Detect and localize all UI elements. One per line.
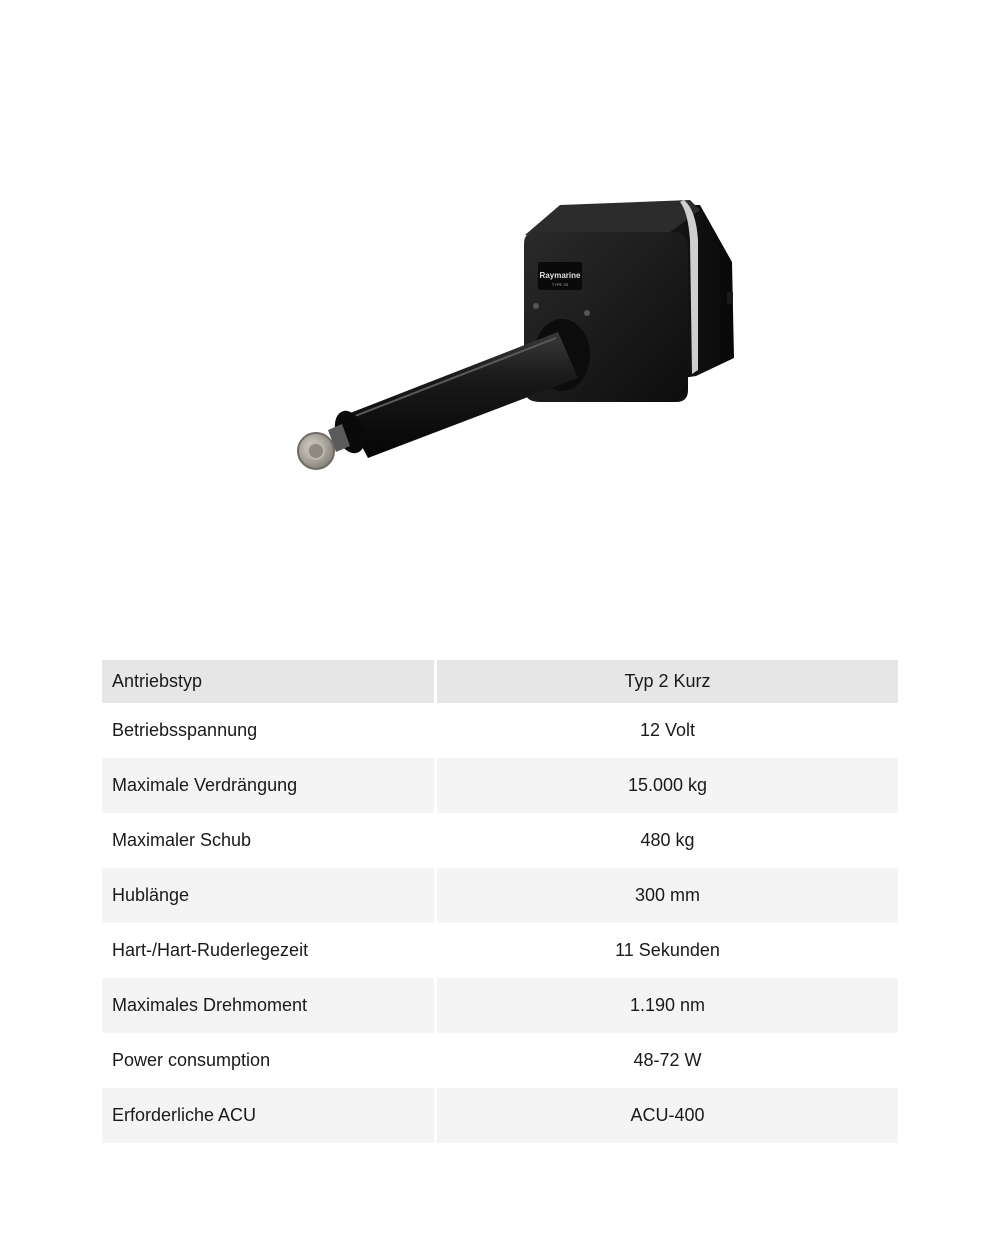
row-label: Power consumption bbox=[102, 1033, 437, 1088]
table-header-row bbox=[102, 660, 898, 703]
table-row bbox=[102, 813, 898, 868]
brand-logo: Raymarine bbox=[539, 271, 581, 280]
table-row bbox=[102, 923, 898, 978]
row-value: 1.190 nm bbox=[437, 978, 898, 1033]
table-row bbox=[102, 978, 898, 1033]
table-row bbox=[102, 1088, 898, 1143]
row-label: Maximales Drehmoment bbox=[102, 978, 437, 1033]
row-label: Maximaler Schub bbox=[102, 813, 437, 868]
model-mark: TYPE 2S bbox=[551, 282, 569, 287]
row-value: 48-72 W bbox=[437, 1033, 898, 1088]
row-value: 11 Sekunden bbox=[437, 923, 898, 978]
screw-icon bbox=[533, 303, 539, 309]
row-value: 15.000 kg bbox=[437, 758, 898, 813]
housing-knob bbox=[727, 292, 733, 304]
table-row bbox=[102, 758, 898, 813]
table-row bbox=[102, 1033, 898, 1088]
header-value: Typ 2 Kurz bbox=[437, 660, 898, 703]
rod-eye-hole bbox=[308, 443, 324, 459]
row-label: Betriebsspannung bbox=[102, 703, 437, 758]
product-image bbox=[0, 0, 1000, 600]
header-label: Antriebstyp bbox=[102, 660, 437, 703]
row-label: Hart-/Hart-Ruderlegezeit bbox=[102, 923, 437, 978]
row-label: Maximale Verdrängung bbox=[102, 758, 437, 813]
row-value: 12 Volt bbox=[437, 703, 898, 758]
row-label: Hublänge bbox=[102, 868, 437, 923]
table-row bbox=[102, 703, 898, 758]
linear-drive-illustration bbox=[0, 0, 1000, 600]
screw-icon bbox=[584, 310, 590, 316]
row-value: 480 kg bbox=[437, 813, 898, 868]
row-label: Erforderliche ACU bbox=[102, 1088, 437, 1143]
row-value: ACU-400 bbox=[437, 1088, 898, 1143]
spec-table bbox=[102, 660, 898, 1143]
row-value: 300 mm bbox=[437, 868, 898, 923]
table-row bbox=[102, 868, 898, 923]
